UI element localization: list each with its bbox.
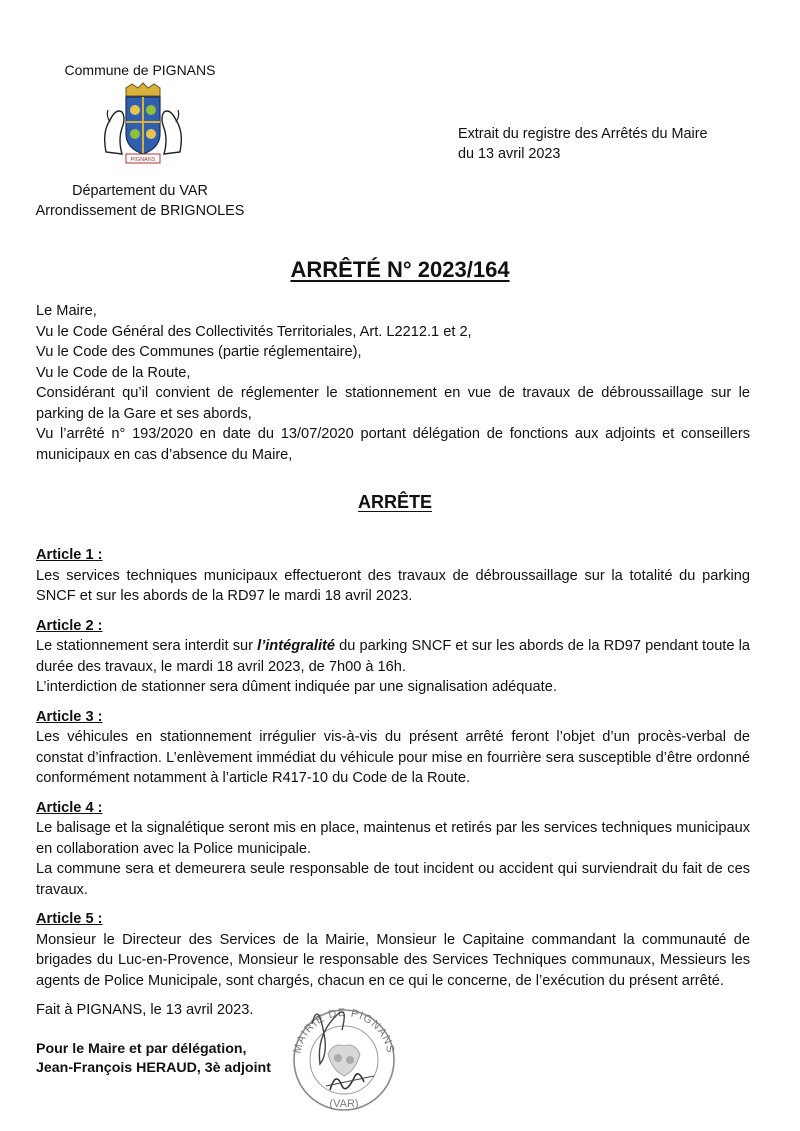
commune-name: Commune de PIGNANS [64, 62, 216, 78]
department-block [20, 181, 260, 221]
signature-line-2: Jean-François HERAUD, 3è adjoint [36, 1060, 271, 1076]
preamble-line: Vu l’arrêté n° 193/2020 en date du 13/07/2020 portant délégation de fonctions aux adjoints et conseillers municipaux en cas d’absence du Maire, [36, 426, 750, 463]
done-at: Fait à PIGNANS, le 13 avril 2023. [36, 1002, 254, 1018]
article-paragraph: Le balisage et la signalétique seront mis en place, maintenus et retirés par les services techniques municipaux en collaboration avec la Police municipale. [36, 820, 750, 857]
register-extract [458, 124, 758, 164]
article-heading: Article 5 : [36, 911, 103, 927]
articles [36, 545, 750, 1000]
article-heading: Article 3 : [36, 708, 103, 725]
arrondissement-name: Arrondissement de BRIGNOLES [35, 203, 245, 219]
article-2 [36, 616, 750, 698]
preamble-line: Le Maire, [36, 303, 97, 319]
article-1 [36, 545, 750, 607]
preamble [36, 301, 750, 465]
article-paragraph: Les services techniques municipaux effectueront des travaux de débroussaillage sur la totalité du parking SNCF et sur les abords de la RD97 le mardi 18 avril 2023. [36, 567, 750, 604]
article-4 [36, 798, 750, 901]
preamble-line: Vu le Code des Communes (partie réglementaire), [36, 344, 362, 360]
arrete-heading: ARRÊTE [357, 492, 432, 512]
coat-of-arms-icon [96, 82, 190, 168]
article-heading: Article 1 : [36, 547, 103, 563]
article-3 [36, 707, 750, 789]
article-5 [36, 909, 750, 991]
extract-line-2: du 13 avril 2023 [458, 146, 561, 162]
article-heading: Article 4 : [36, 799, 103, 816]
article-paragraph: Les véhicules en stationnement irrégulier vis-à-vis du présent arrêté feront l’objet d’un procès-verbal de constat d’infraction. L’enlèvement immédiat du véhicule pour mise en fourrière sera susceptible d’être ordonné conformément notamment à l’article R417-10 du Code de la Route. [36, 729, 750, 786]
signature-block [36, 1040, 271, 1078]
svg-text:(VAR): (VAR) [329, 1098, 359, 1110]
article-paragraph: Le stationnement sera interdit sur l’intégralité du parking SNCF et sur les abords de la RD97 pendant toute la durée des travaux, le mardi 18 avril 2023, de 7h00 à 16h. [36, 638, 750, 675]
preamble-line: Considérant qu’il convient de réglementer le stationnement en vue de travaux de débroussaillage sur le parking de la Gare et ses abords, [36, 385, 750, 422]
department-name: Département du VAR [72, 183, 208, 199]
extract-line-1: Extrait du registre des Arrêtés du Maire [458, 126, 708, 142]
signature-line-1: Pour le Maire et par délégation, [36, 1041, 247, 1057]
article-paragraph: La commune sera et demeurera seule responsable de tout incident ou accident qui surviendrait du fait de ces travaux. [36, 861, 750, 898]
mayor-stamp-icon [278, 994, 410, 1116]
article-heading: Article 2 : [36, 617, 103, 634]
article-paragraph: Monsieur le Directeur des Services de la Mairie, Monsieur le Capitaine commandant la communauté de brigades du Luc-en-Provence, Monsieur le responsable des Services Techniques communaux, Messieurs les agents de Police Municipale, sont chargés, chacun en ce qui le concerne, de l’exécution du présent arrêté. [36, 931, 750, 989]
decree-title: ARRÊTÉ N° 2023/164 [290, 257, 510, 282]
svg-text:PIGNANS: PIGNANS [130, 157, 156, 163]
emphasis-text: l’intégralité [257, 638, 335, 654]
svg-text:MAIRIE DE PIGNANS: MAIRIE DE PIGNANS [291, 1006, 397, 1055]
preamble-line: Vu le Code Général des Collectivités Territoriales, Art. L2212.1 et 2, [36, 323, 472, 340]
preamble-line: Vu le Code de la Route, [36, 364, 191, 381]
article-paragraph: L’interdiction de stationner sera dûment indiquée par une signalisation adéquate. [36, 679, 557, 695]
